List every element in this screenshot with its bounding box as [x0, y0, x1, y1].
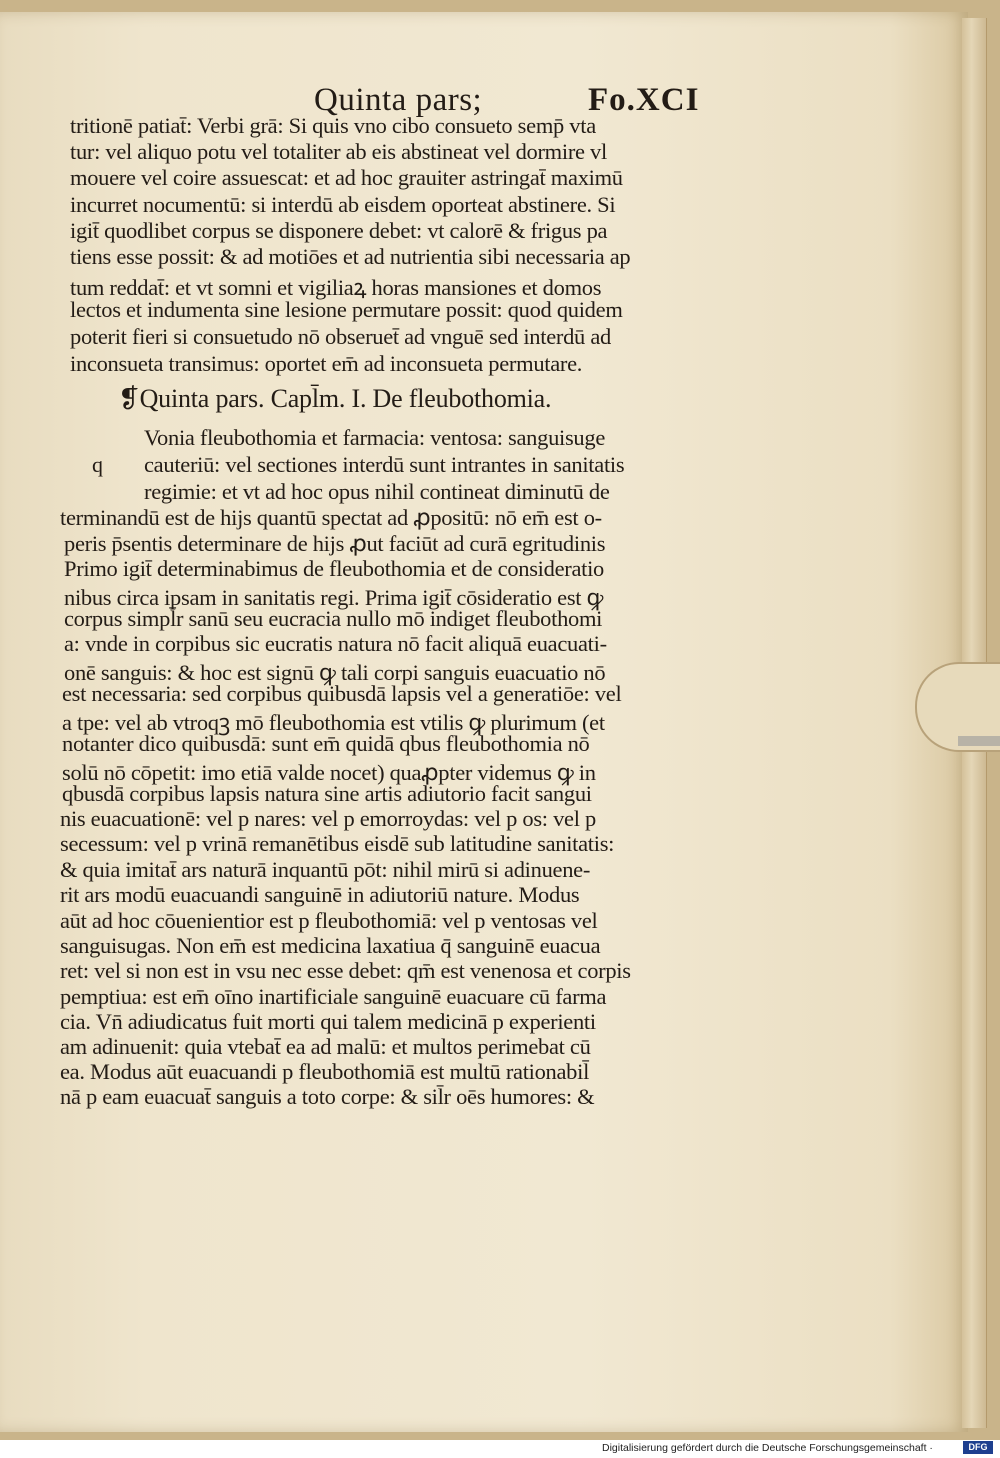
text-line: Vonia fleubothomia et farmacia: ventosa: sanguisuge [144, 425, 606, 450]
dfg-logo: DFG [963, 1441, 993, 1454]
text-line: Primo igit̄ determinabimus de fleubothomia et de consideratio [64, 556, 604, 581]
text-line: notanter dico quibusdā: sunt em̄ quidā qbus fleubothomia nō [62, 731, 590, 756]
text-line: tiens esse possit: & ad motiōes et ad nutrientia sibi necessaria ap [70, 244, 631, 269]
text-line: aūt ad hoc cōuenientior est p fleubothomiā: vel p ventosas vel [60, 908, 598, 933]
digitization-credit: Digitalisierung gefördert durch die Deutsche Forschungsgemeinschaft · [602, 1442, 933, 1454]
text-line: lectos et indumenta sine lesione permutare possit: quod quidem [70, 297, 623, 322]
text-line: a: vnde in corpibus sic eucratis natura nō facit aliquā euacuati- [64, 631, 607, 656]
text-line: am adinuenit: quia vtebat̄ ea ad malū: et multos perimebat cū [60, 1034, 591, 1059]
text-line: nibus circa ipsam in sanitatis regi. Prima igit̄ cōsideratio est ꝙ [64, 585, 604, 610]
text-line: ea. Modus aūt euacuandi p fleubothomiā est multū rationabil̄ [60, 1059, 590, 1084]
text-line: onē sanguis: & hoc est signū ꝙ tali corpi sanguis euacuatio nō [64, 660, 606, 685]
chapter-heading: ❡Quinta pars. Capl̄m. I. De fleubothomia. [118, 384, 552, 413]
text-line: rit ars modū euacuandi sanguinē in adiutoriū nature. Modus [60, 882, 580, 907]
text-line: nā p eam euacuat̄ sanguis a toto corpe: & sil̄r oēs humores: & [60, 1084, 595, 1109]
text-line: incurret nocumentū: si interdū ab eisdem oporteat abstinere. Si [70, 192, 616, 217]
text-line: secessum: vel p vrinā remanētibus eisdē sub latitudine sanitatis: [60, 831, 615, 856]
text-line: pemptiua: est em̄ oīno inartificiale sanguinē euacuare cū farma [60, 984, 607, 1009]
text-line: & quia imitat̄ ars naturā inquantū pōt: nihil mirū si adinuene- [60, 857, 591, 882]
text-line: est necessaria: sed corpibus quibusdā lapsis vel a generatiōe: vel [62, 681, 622, 706]
text-line: tum reddat̄: et vt somni et vigiliaꝝ horas mansiones et domos [70, 275, 602, 300]
text-line: regimie: et vt ad hoc opus nihil contineat diminutū de [144, 479, 610, 504]
text-line: tur: vel aliquo potu vel totaliter ab eis abstineat vel dormire vl [70, 139, 607, 164]
folio-number: Fo.XCI [588, 82, 700, 118]
text-line: peris p̄sentis determinare de hijs ꝓut faciūt ad curā egritudinis [64, 531, 606, 556]
text-line: solū nō cōpetit: imo etiā valde nocet) quaꝓpter videmus ꝙ in [62, 760, 596, 785]
text-line: nis euacuationē: vel p nares: vel p emorroydas: vel p os: vel p [60, 806, 596, 831]
text-line: mouere vel coire assuescat: et ad hoc grauiter astringat̄ maximū [70, 165, 623, 190]
text-line: cauteriū: vel sectiones interdū sunt intrantes in sanitatis [144, 452, 625, 477]
text-line: poterit fieri si consuetudo nō obseruet̄ ad vnguē sed interdū ad [70, 324, 611, 349]
text-line: tritionē patiat̄: Verbi grā: Si quis vno cibo consueto semp̄ vta [70, 113, 596, 138]
text-line: cia. Vn̄ adiudicatus fuit morti qui talem medicinā p experienti [60, 1009, 596, 1034]
drop-initial-guide-letter: q [92, 452, 103, 477]
running-head-title: Quinta pars; [314, 82, 483, 118]
text-line: corpus simpl̄r sanū seu eucracia nullo mō indiget fleubothomi [64, 606, 603, 631]
text-line: a tpe: vel ab vtroqꝫ mō fleubothomia est vtilis ꝙ plurimum (et [62, 710, 605, 735]
text-line: sanguisugas. Non em̄ est medicina laxatiua q̄ sanguinē euacua [60, 933, 601, 958]
text-line: ret: vel si non est in vsu nec esse debet: qm̄ est venenosa et corpis [60, 958, 631, 983]
text-line: igit̄ quodlibet corpus se disponere debet: vt calorē & frigus pa [70, 218, 608, 243]
text-line: inconsueta transimus: oportet em̄ ad inconsueta permutare. [70, 351, 583, 376]
text-line: terminandū est de hijs quantū spectat ad ꝓpositū: nō em̄ est o- [60, 505, 602, 530]
text-line: qbusdā corpibus lapsis natura sine artis adiutorio facit sangui [62, 781, 592, 806]
